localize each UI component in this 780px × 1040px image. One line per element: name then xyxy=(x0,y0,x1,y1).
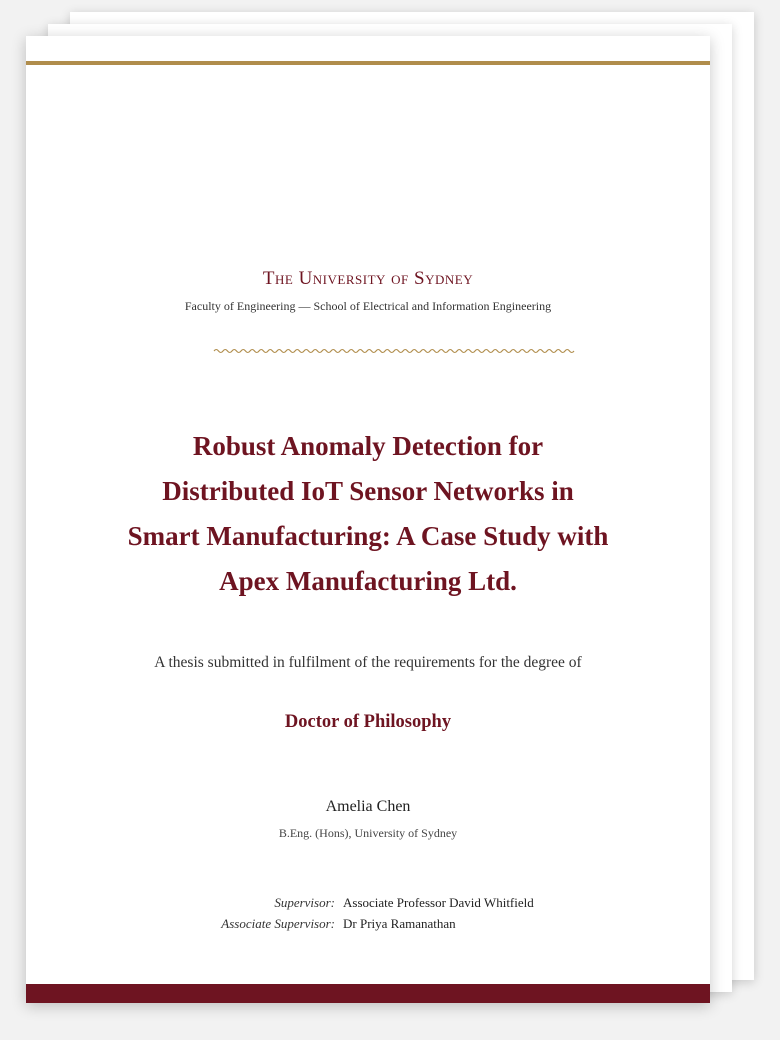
supervisor-label: Supervisor: xyxy=(274,895,335,910)
decorative-squiggle xyxy=(26,344,710,358)
title-page xyxy=(26,36,710,1003)
university-name: The University of Sydney xyxy=(262,268,474,289)
faculty-line: Faculty of Engineering — School of Electrical and Information Engineering xyxy=(184,299,552,313)
thesis-title: Robust Anomaly Detection for Distributed IoT Sensor Networks in Smart Manufacturing: A Case Study with Apex Manufacturing Ltd. xyxy=(127,431,609,596)
supervisor-name: Associate Professor David Whitfield xyxy=(343,895,534,910)
gold-top-rule xyxy=(26,61,710,65)
associate-supervisor-label: Associate Supervisor: xyxy=(221,916,335,931)
author-name: Amelia Chen xyxy=(325,798,411,815)
degree-name: Doctor of Philosophy xyxy=(284,712,452,732)
associate-supervisor-name: Dr Priya Ramanathan xyxy=(343,916,456,931)
submission-statement: A thesis submitted in fulfilment of the requirements for the degree of xyxy=(154,654,582,671)
squiggle-ornament xyxy=(26,344,710,358)
maroon-bottom-band xyxy=(26,984,710,1003)
author-qualifications: B.Eng. (Hons), University of Sydney xyxy=(278,826,458,840)
